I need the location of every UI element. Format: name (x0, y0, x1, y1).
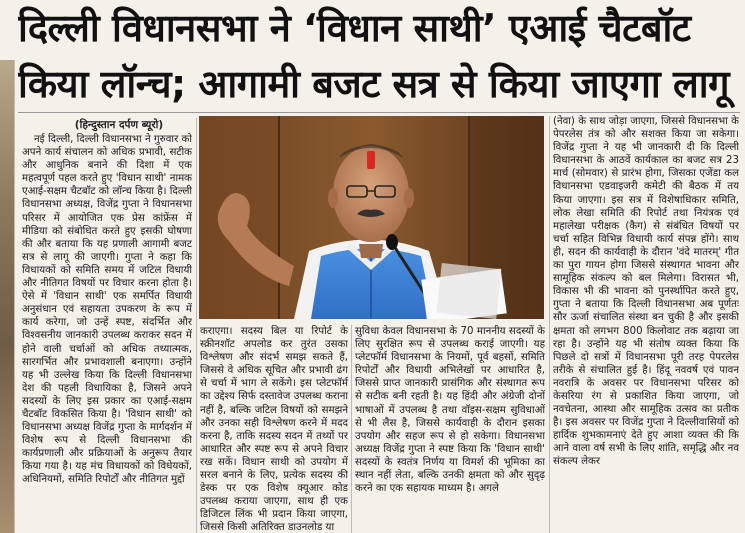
column-divider (196, 118, 197, 533)
column-2-text: कराएगा। सदस्य बिल या रिपोर्ट के स्क्रीनशॉट अपलोड कर तुरंत उसका विश्लेषण और संदर्भ समझ सकते हैं, जिससे वे अधिक सूचित और प्रभावी ढंग से चर्चा में भाग ले सकेंगे। इस प्लेटफॉर्म का उद्देश्य सिर्फ दस्तावेज उपलब्ध कराना नहीं है, बल्कि जटिल विषयों को समझने और उनका सही विश्लेषण करने में मदद करना है, ताकि सदस्य सदन में तथ्यों पर आधारित और स्पष्ट रूप से अपने विचार रख सकें। विधान साथी को उपयोग में सरल बनाने के लिए, प्रत्येक सदस्य की डेस्क पर एक विशेष क्यूआर कोड उपलब्ध कराया जाएगा, साथ ही एक डिजिटल लिंक भी प्रदान किया जाएगा, जिससे किसी अतिरिक्त डाउनलोड या (200, 326, 348, 533)
headline-line-1: दिल्ली विधानसभा ने ‘विधान साथी’ एआई चैटबॉट (18, 6, 691, 50)
article-column-1 (22, 133, 192, 533)
speaker-photo-illustration (199, 116, 544, 319)
column-1-text: नई दिल्ली, दिल्ली विधानसभा ने गुरुवार को अपने कार्य संचालन को अधिक प्रभावी, सटीक और आधुनिक बनाने की दिशा में एक महत्वपूर्ण पहल करते हुए 'विधान साथी' नामक एआई-सक्षम चैटबॉट को लॉन्च किया है। दिल्ली विधानसभा अध्यक्ष, विजेंद्र गुप्ता ने विधानसभा परिसर में आयोजित एक प्रेस कांफ्रेंस में मीडिया को संबोधित करते हुए इसकी घोषणा की और बताया कि यह प्रणाली आगामी बजट सत्र से लागू की जाएगी। गुप्ता ने कहा कि विधायकों को समिति समय में जटिल विधायी और नीतिगत विषयों पर विचार करना होता है। ऐसे में 'विधान साथी' एक समर्पित विधायी अनुसंधान एवं सहायता उपकरण के रूप में कार्य करेगा, जो उन्हें स्पष्ट, संदर्भित और विश्वसनीय जानकारी उपलब्ध कराकर सदन में होने वाली चर्चाओं को अधिक तथ्यात्मक, सारगर्भित और प्रभावशाली बनाएगा। उन्होंने यह भी उल्लेख किया कि दिल्ली विधानसभा देश की पहली विधायिका है, जिसने अपने सदस्यों के लिए इस प्रकार का एआई-सक्षम चैटबॉट विकसित किया है। 'विधान साथी' को विधानसभा अध्यक्ष विजेंद्र गुप्ता के मार्गदर्शन में विशेष रूप से दिल्ली विधानसभा की कार्यप्रणाली और प्रक्रियाओं के अनुरूप तैयार किया गया है। यह मंच विधायकों को विधेयकों, अधिनियमों, समिति रिपोर्टों और नीतिगत मुद्दों (22, 134, 192, 486)
article-column-4 (553, 115, 739, 533)
column-divider (351, 325, 352, 533)
headline-rule (18, 112, 740, 113)
column-3-text: सुविधा केवल विधानसभा के 70 माननीय सदस्यों के लिए सुरक्षित रूप से उपलब्ध कराई जाएगी। यह प्लेटफॉर्म विधानसभा के नियमों, पूर्व बहसों, समिति रिपोर्टों और विधायी अभिलेखों पर आधारित है, जिससे प्राप्त जानकारी प्रासंगिक और संस्थागत रूप से सटीक बनी रहती है। यह हिंदी और अंग्रेजी दोनों भाषाओं में उपलब्ध है तथा वॉइस-सक्षम सुविधाओं से भी लैस है, जिससे कार्यवाही के दौरान इसका उपयोग और सहज रूप से हो सकेगा। विधानसभा अध्यक्ष विजेंद्र गुप्ता ने स्पष्ट किया कि 'विधान साथी' सदस्यों के स्वतंत्र निर्णय या विमर्श की भूमिका का स्थान नहीं लेता, बल्कि उनकी क्षमता को और सुदृढ़ करने का एक सहायक माध्यम है। अगले (355, 326, 545, 495)
headline-line-2: किया लॉन्च; आगामी बजट सत्र से किया जाएगा लागू (18, 62, 729, 106)
speaker-photo (199, 116, 544, 319)
column-divider (549, 116, 550, 533)
byline: (हिन्दुस्तान दर्पण ब्यूरो) (74, 119, 164, 131)
article-column-3 (355, 325, 545, 533)
adjacent-page-edge (0, 60, 15, 533)
column-4-text: (नेवा) के साथ जोड़ा जाएगा, जिससे विधानसभा के पेपरलेस तंत्र को और सशक्त किया जा सकेगा। विजेंद्र गुप्ता ने यह भी जानकारी दी कि दिल्ली विधानसभा के आठवें कार्यकाल का बजट सत्र 23 मार्च (सोमवार) से प्रारंभ होगा, जिसका एजेंडा कल विधानसभा एडवाइजरी कमेटी की बैठक में तय किया जाएगा। इस सत्र में विशेषाधिकार समिति, लोक लेखा समिति की रिपोर्ट तथा नियंत्रक एवं महालेखा परीक्षक (कैग) से संबंधित विषयों पर चर्चा सहित विभिन्न विधायी कार्य संपन्न होंगे। साथ ही, सदन की कार्यवाही के दौरान 'वंदे मातरम्' गीत का पुरा गायन होगा जिससे संस्थागत भावना और सामूहिक संकल्प को बल मिलेगा। विरासत भी, विकास भी की भावना को पुनर्स्थापित करते हुए, गुप्ता ने बताया कि दिल्ली विधानसभा अब पूर्णतः सौर ऊर्जा संचालित संस्था बन चुकी है और इसकी क्षमता को लगभग 800 किलोवाट तक बढ़ाया जा रहा है। उन्होंने यह भी संतोष व्यक्त किया कि पिछले दो सत्रों में विधानसभा पूरी तरह पेपरलेस तरीके से संचालित हुई है। हिंदू नववर्ष एवं पावन नवरात्रि के अवसर पर विधानसभा परिसर को केसरिया रंग से प्रकाशित किया जाएगा, जो नवचेतना, आस्था और सामूहिक उत्सव का प्रतीक है। इस अवसर पर विजेंद्र गुप्ता ने दिल्लीवासियों को हार्दिक शुभकामनाएं देते हुए आशा व्यक्त की कि आने वाला वर्ष सभी के लिए शांति, समृद्धि और नव संकल्प लेकर (553, 116, 739, 468)
article-column-2 (200, 325, 348, 533)
